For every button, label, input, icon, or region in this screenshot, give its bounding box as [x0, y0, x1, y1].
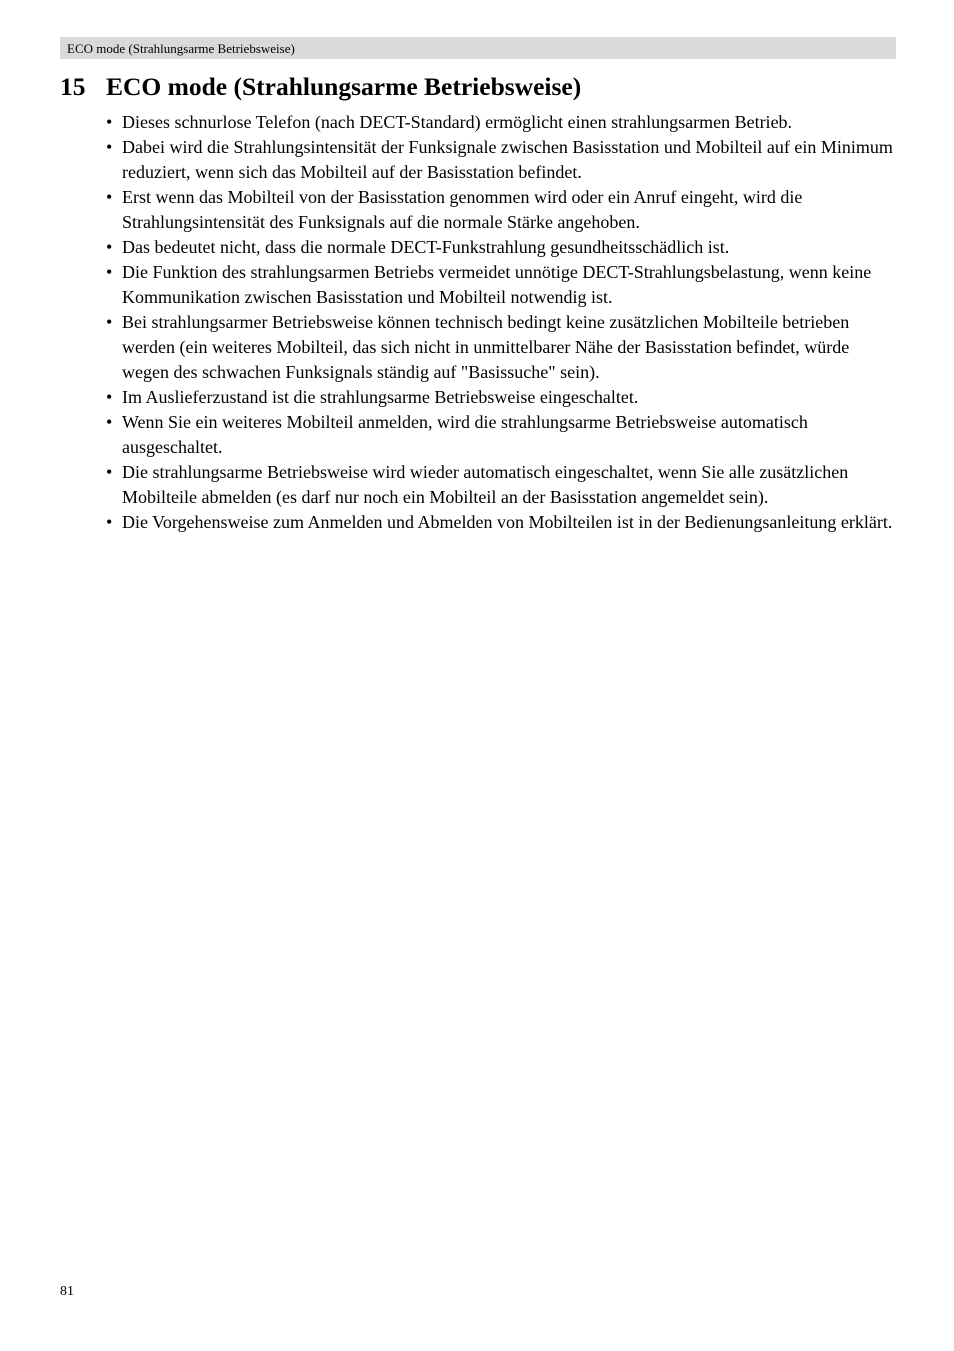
- list-item: [106, 385, 898, 410]
- list-item: [106, 260, 898, 310]
- list-item-text: Im Auslieferzustand ist die strahlungsarme Betriebsweise eingeschaltet.: [122, 387, 639, 407]
- bullet-mark: •: [106, 187, 113, 207]
- bullet-mark: •: [106, 262, 113, 282]
- list-item: [106, 110, 898, 135]
- bullet-mark: •: [106, 462, 113, 482]
- list-item: [106, 310, 898, 385]
- list-item-text: Das bedeutet nicht, dass die normale DECT-Funkstrahlung gesundheitsschädlich ist.: [122, 237, 730, 257]
- list-item: [106, 135, 898, 185]
- page-number: 81: [60, 1284, 74, 1299]
- bullet-list: [106, 110, 898, 535]
- list-item-text: Bei strahlungsarmer Betriebsweise können technisch bedingt keine zusätzlichen Mobilteile betrieben werden (ein weiteres Mobilteil, das sich nicht in unmittelbarer Nähe der Basisstation befindet, würde wegen des schwachen Funksignals ständig auf "Basissuche" sein).: [122, 312, 850, 382]
- list-item-text: Dabei wird die Strahlungsintensität der Funksignale zwischen Basisstation und Mobilteil auf ein Minimum reduziert, wenn sich das Mobilteil auf der Basisstation befindet.: [122, 137, 893, 182]
- list-item: [106, 185, 898, 235]
- running-header-title: ECO mode (Strahlungsarme Betriebsweise): [67, 41, 295, 56]
- chapter-heading: [60, 70, 581, 104]
- list-item-text: Die strahlungsarme Betriebsweise wird wieder automatisch eingeschaltet, wenn Sie alle zusätzlichen Mobilteile abmelden (es darf nur noch ein Mobilteil an der Basisstation angemeldet sein).: [122, 462, 849, 507]
- bullet-mark: •: [106, 112, 113, 132]
- chapter-title: ECO mode (Strahlungsarme Betriebsweise): [106, 72, 582, 101]
- running-header: [60, 37, 896, 59]
- list-item-text: Die Funktion des strahlungsarmen Betriebs vermeidet unnötige DECT-Strahlungsbelastung, wenn keine Kommunikation zwischen Basisstation und Mobilteil notwendig ist.: [122, 262, 872, 307]
- chapter-number: 15: [60, 72, 86, 101]
- list-item: [106, 460, 898, 510]
- bullet-mark: •: [106, 387, 113, 407]
- bullet-mark: •: [106, 512, 113, 532]
- list-item: [106, 510, 898, 535]
- list-item: [106, 235, 898, 260]
- bullet-mark: •: [106, 237, 113, 257]
- bullet-mark: •: [106, 312, 113, 332]
- list-item-text: Wenn Sie ein weiteres Mobilteil anmelden, wird die strahlungsarme Betriebsweise automatisch ausgeschaltet.: [122, 412, 808, 457]
- list-item-text: Dieses schnurlose Telefon (nach DECT-Standard) ermöglicht einen strahlungsarmen Betrieb.: [122, 112, 793, 132]
- list-item-text: Die Vorgehensweise zum Anmelden und Abmelden von Mobilteilen ist in der Bedienungsanleitung erklärt.: [122, 512, 893, 532]
- bullet-mark: •: [106, 137, 113, 157]
- list-item-text: Erst wenn das Mobilteil von der Basisstation genommen wird oder ein Anruf eingeht, wird die Strahlungsintensität des Funksignals auf die normale Stärke angehoben.: [122, 187, 803, 232]
- bullet-mark: •: [106, 412, 113, 432]
- list-item: [106, 410, 898, 460]
